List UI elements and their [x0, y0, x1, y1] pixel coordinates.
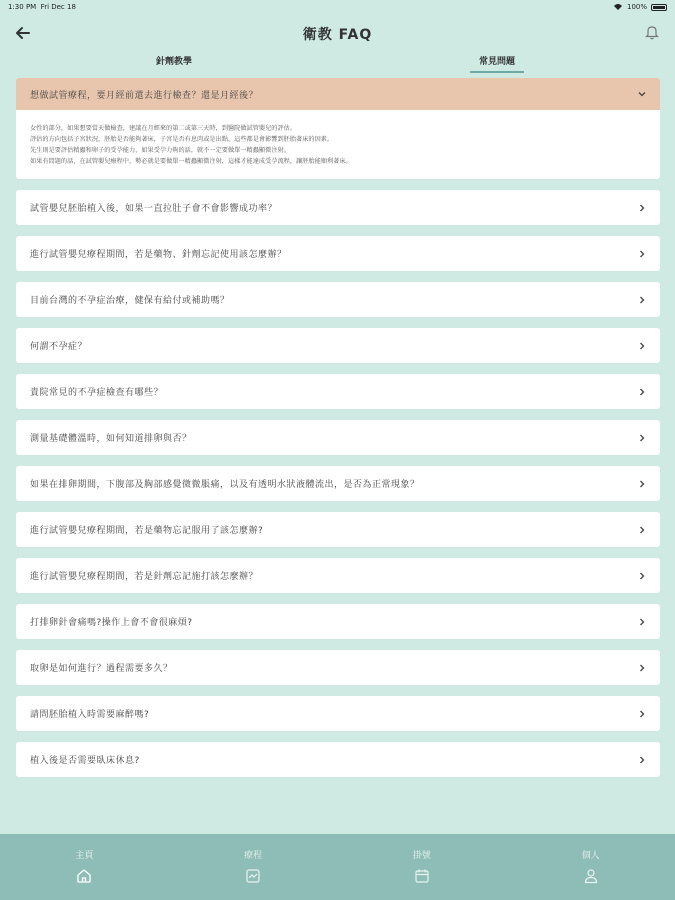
faq-item[interactable]: [16, 190, 660, 225]
faq-item[interactable]: [16, 328, 660, 363]
faq-item[interactable]: [16, 558, 660, 593]
tab-faq[interactable]: 常見問題: [470, 54, 524, 73]
tab-bar: [0, 50, 675, 74]
chevron-right-icon: [638, 342, 646, 350]
faq-question: 植入後是否需要臥床休息?: [30, 756, 140, 766]
chevron-right-icon: [638, 296, 646, 304]
faq-question: 測量基礎體溫時，如何知道排卵與否？: [30, 434, 192, 444]
bottom-nav: [0, 834, 675, 900]
faq-answer-line: 如果有問題的話，在試管嬰兒療程中，勢必就是要做單一精蟲顯微注射，這樣才能達成受孕流程，讓胚胎能順利著床。: [30, 158, 352, 165]
faq-item[interactable]: [16, 374, 660, 409]
status-indicators: [613, 3, 667, 11]
faq-question: 請問胚胎植入時需要麻醉嗎?: [30, 710, 150, 720]
person-icon: [582, 867, 600, 885]
faq-answer-line: 女性的部分，如果想要當天做檢查，建議在月經來的第二或第三天時，到醫院做試管嬰兒的評估。: [30, 125, 297, 132]
wifi-icon: [613, 3, 623, 11]
faq-question: 進行試管嬰兒療程期間，若是針劑忘記施打該怎麼辦？: [30, 572, 259, 582]
faq-question: 目前台灣的不孕症治療，健保有給付或補助嗎？: [30, 296, 230, 306]
faq-expanded-header[interactable]: [16, 78, 660, 110]
nav-treatment[interactable]: [193, 834, 313, 885]
chevron-right-icon: [638, 572, 646, 580]
battery-icon: [651, 4, 667, 11]
battery-percent: 100%: [626, 3, 647, 11]
nav-label: 個人: [581, 851, 600, 861]
faq-question: 取卵是如何進行？過程需要多久？: [30, 664, 173, 674]
chevron-down-icon: [638, 90, 646, 98]
faq-item[interactable]: [16, 742, 660, 777]
tab-injection-teaching[interactable]: 針劑教學: [156, 57, 193, 67]
chevron-right-icon: [638, 250, 646, 258]
calendar-icon: [413, 867, 431, 885]
status-bar: [0, 0, 675, 14]
nav-registration[interactable]: [362, 834, 482, 885]
chevron-right-icon: [638, 710, 646, 718]
faq-question: 進行試管嬰兒療程期間，若是藥物忘記服用了該怎麼辦?: [30, 526, 264, 536]
faq-question: 打排卵針會痛嗎?操作上會不會很麻煩?: [30, 618, 193, 628]
chevron-right-icon: [638, 388, 646, 396]
faq-question: 進行試管嬰兒療程期間，若是藥物、針劑忘記使用該怎麼辦？: [30, 250, 287, 260]
chevron-right-icon: [638, 480, 646, 488]
nav-home[interactable]: [24, 834, 144, 885]
header: [0, 18, 675, 48]
chevron-right-icon: [638, 526, 646, 534]
faq-item[interactable]: [16, 512, 660, 547]
nav-label: 掛號: [412, 851, 431, 861]
status-time: 1:30 PM: [8, 3, 37, 11]
faq-item[interactable]: [16, 282, 660, 317]
chart-icon: [244, 867, 262, 885]
home-icon: [75, 867, 93, 885]
page-title: 衛教 FAQ: [302, 27, 373, 43]
faq-answer: [16, 110, 660, 179]
faq-list: [16, 78, 660, 788]
status-time-date: [8, 3, 76, 11]
faq-question: 何謂不孕症？: [30, 342, 88, 352]
faq-item[interactable]: [16, 604, 660, 639]
chevron-right-icon: [638, 434, 646, 442]
faq-expanded-item: [16, 78, 660, 179]
faq-item[interactable]: [16, 420, 660, 455]
faq-question: 如果在排卵期間，下腹部及胸部感覺微微脹痛，以及有透明水狀液體流出，是否為正常現象？: [30, 480, 420, 490]
chevron-right-icon: [638, 204, 646, 212]
faq-answer-line: 先生則是要評估精蟲和卵子的受孕能力，如果受孕力夠的話，就不一定要做單一精蟲顯微注射。: [30, 147, 290, 154]
chevron-right-icon: [638, 618, 646, 626]
faq-question: 想做試管療程，要月經前還去進行檢查？還是月經後？: [30, 90, 259, 101]
faq-item[interactable]: [16, 650, 660, 685]
bell-icon[interactable]: [643, 23, 661, 41]
nav-label: 主頁: [75, 851, 94, 861]
nav-label: 療程: [244, 851, 263, 861]
chevron-right-icon: [638, 664, 646, 672]
faq-answer-line: 評估的方向包括子宮狀況，胚胎是否能夠著床，子宮是否有息肉或是出點，這些都是會影響到胚胎著床的因素。: [30, 136, 334, 143]
faq-question: 試管嬰兒胚胎植入後，如果一直拉肚子會不會影響成功率？: [30, 204, 278, 214]
faq-item[interactable]: [16, 696, 660, 731]
chevron-right-icon: [638, 756, 646, 764]
faq-item[interactable]: [16, 236, 660, 271]
faq-item[interactable]: [16, 466, 660, 501]
nav-profile[interactable]: [531, 834, 651, 885]
status-date: Fri Dec 18: [40, 3, 76, 11]
faq-question: 貴院常見的不孕症檢查有哪些？: [30, 388, 164, 398]
